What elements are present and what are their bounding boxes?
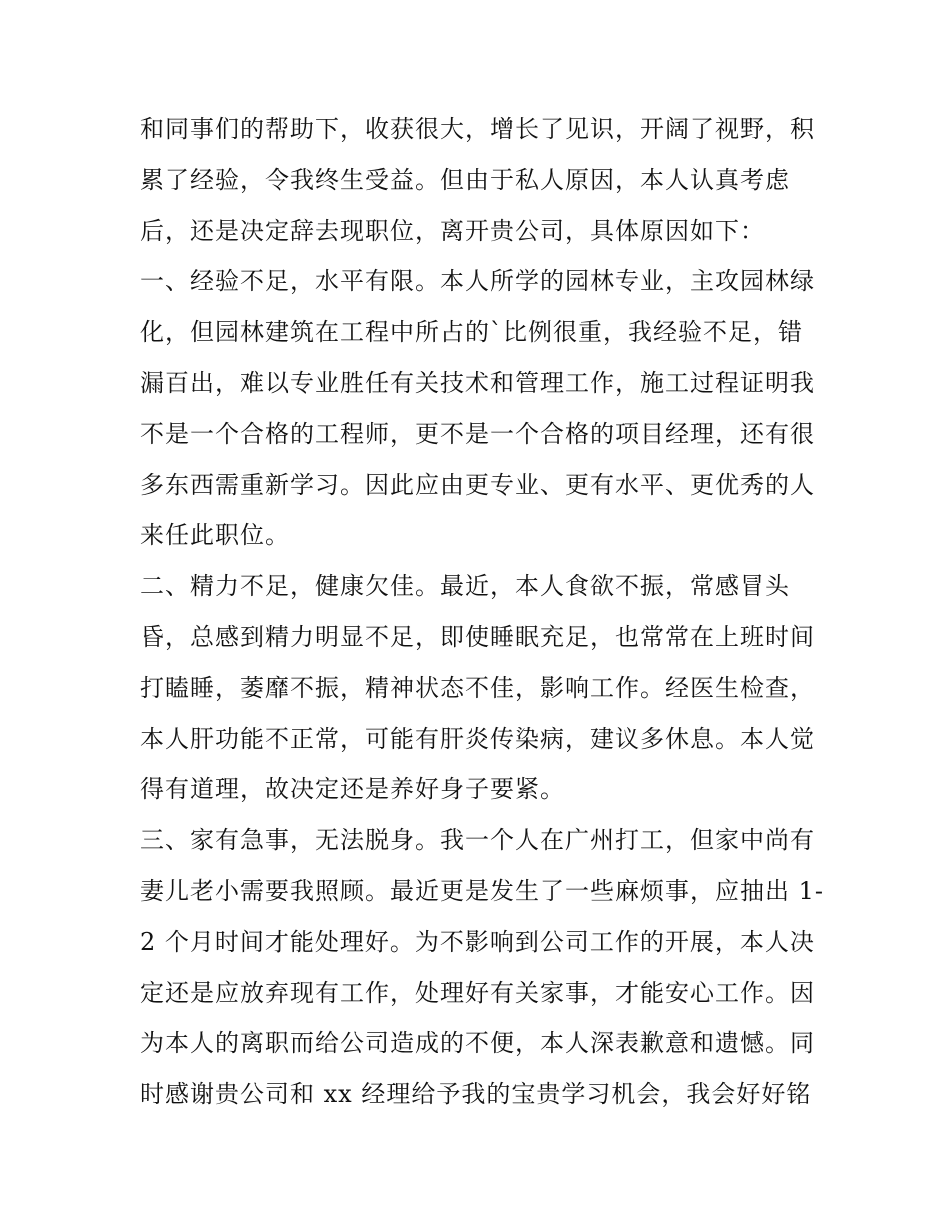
text-line: 为本人的离职而给公司造成的不便，本人深表歉意和遗憾。同 bbox=[140, 1029, 815, 1058]
text-line: 本人肝功能不正常，可能有肝炎传染病，建议多休息。本人觉 bbox=[140, 724, 815, 753]
text-line: 昏，总感到精力明显不足，即使睡眠充足，也常常在上班时间 bbox=[140, 622, 815, 651]
text-line: 不是一个合格的工程师，更不是一个合格的项目经理，还有很 bbox=[140, 419, 815, 448]
text-line: 妻儿老小需要我照顾。最近更是发生了一些麻烦事，应抽出 1- bbox=[140, 876, 825, 905]
text-line: 定还是应放弃现有工作，处理好有关家事，才能安心工作。因 bbox=[140, 978, 815, 1007]
text-line: 打瞌睡，萎靡不振，精神状态不佳，影响工作。经医生检查， bbox=[140, 673, 815, 702]
text-line: 时感谢贵公司和 xx 经理给予我的宝贵学习机会，我会好好铭 bbox=[140, 1080, 812, 1109]
text-line: 一、经验不足，水平有限。本人所学的园林专业，主攻园林绿 bbox=[140, 267, 815, 296]
text-line: 后，还是决定辞去现职位，离开贵公司，具体原因如下： bbox=[140, 216, 765, 245]
text-line: 和同事们的帮助下，收获很大，增长了见识，开阔了视野，积 bbox=[140, 115, 815, 143]
text-line: 累了经验，令我终生受益。但由于私人原因，本人认真考虑 bbox=[140, 165, 790, 194]
text-line: 得有道理，故决定还是养好身子要紧。 bbox=[140, 775, 565, 804]
text-line: 二、精力不足，健康欠佳。最近，本人食欲不振，常感冒头 bbox=[140, 572, 790, 601]
text-line: 化，但园林建筑在工程中所占的`比例很重，我经验不足，错 bbox=[140, 318, 803, 347]
text-line: 漏百出，难以专业胜任有关技术和管理工作，施工过程证明我 bbox=[140, 368, 815, 397]
text-line: 三、家有急事，无法脱身。我一个人在广州打工，但家中尚有 bbox=[140, 826, 815, 855]
text-line: 多东西需重新学习。因此应由更专业、更有水平、更优秀的人 bbox=[140, 470, 815, 499]
text-line: 2 个月时间才能处理好。为不影响到公司工作的开展，本人决 bbox=[140, 927, 815, 956]
text-line: 来任此职位。 bbox=[140, 521, 290, 550]
document-body bbox=[140, 104, 825, 1120]
